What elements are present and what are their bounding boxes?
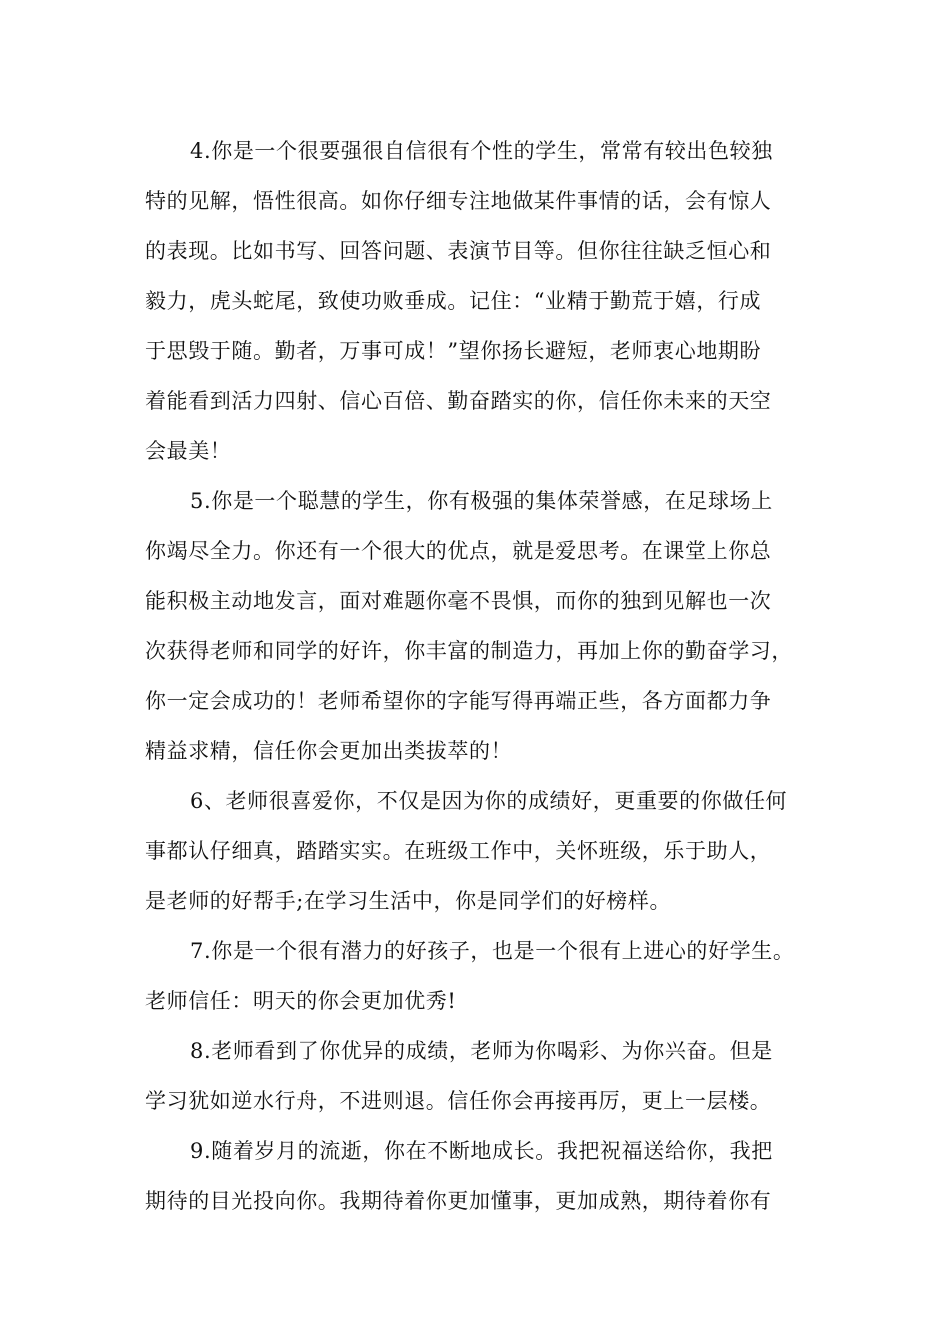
paragraph-5-line-4: 次获得老师和同学的好许，你丰富的制造力，再加上你的勤奋学习， bbox=[145, 639, 793, 663]
paragraph-9-line-1: 9.随着岁月的流逝，你在不断地成长。我把祝福送给你，我把 bbox=[190, 1139, 773, 1163]
paragraph-4-line-6: 着能看到活力四射、信心百倍、勤奋踏实的你，信任你未来的天空 bbox=[145, 389, 772, 413]
paragraph-4-line-2: 特的见解，悟性很高。如你仔细专注地做某件事情的话，会有惊人 bbox=[145, 189, 772, 213]
paragraph-5-line-5: 你一定会成功的！老师希望你的字能写得再端正些，各方面都力争 bbox=[145, 689, 772, 713]
paragraph-5-line-3: 能积极主动地发言，面对难题你毫不畏惧，而你的独到见解也一次 bbox=[145, 589, 772, 613]
paragraph-6-line-1: 6、老师很喜爱你，不仅是因为你的成绩好，更重要的你做任何 bbox=[190, 789, 788, 813]
paragraph-4-line-5: 于思毁于随。勤者，万事可成！”望你扬长避短，老师衷心地期盼 bbox=[145, 339, 762, 363]
paragraph-4-line-4: 毅力，虎头蛇尾，致使功败垂成。记住：“业精于勤荒于嬉，行成 bbox=[145, 289, 762, 313]
paragraph-8-line-2: 学习犹如逆水行舟，不进则退。信任你会再接再厉，更上一层楼。 bbox=[145, 1089, 772, 1113]
paragraph-4-line-3: 的表现。比如书写、回答问题、表演节目等。但你往往缺乏恒心和 bbox=[145, 239, 772, 263]
paragraph-8-line-1: 8.老师看到了你优异的成绩，老师为你喝彩、为你兴奋。但是 bbox=[190, 1039, 773, 1063]
paragraph-6-line-2: 事都认仔细真，踏踏实实。在班级工作中，关怀班级，乐于助人， bbox=[145, 839, 772, 863]
paragraph-4-line-1: 4.你是一个很要强很自信很有个性的学生，常常有较出色较独 bbox=[190, 139, 773, 163]
paragraph-9-line-2: 期待的目光投向你。我期待着你更加懂事，更加成熟，期待着你有 bbox=[145, 1189, 772, 1213]
paragraph-7-line-1: 7.你是一个很有潜力的好孩子，也是一个很有上进心的好学生。 bbox=[190, 939, 795, 963]
paragraph-7-line-2: 老师信任：明天的你会更加优秀! bbox=[145, 989, 457, 1013]
paragraph-4-line-7: 会最美！ bbox=[145, 439, 232, 463]
paragraph-5-line-1: 5.你是一个聪慧的学生，你有极强的集体荣誉感，在足球场上 bbox=[190, 489, 773, 513]
paragraph-5-line-6: 精益求精，信任你会更加出类拔萃的！ bbox=[145, 739, 513, 763]
paragraph-5-line-2: 你竭尽全力。你还有一个很大的优点，就是爱思考。在课堂上你总 bbox=[145, 539, 772, 563]
paragraph-6-line-3: 是老师的好帮手;在学习生活中，你是同学们的好榜样。 bbox=[145, 889, 672, 913]
